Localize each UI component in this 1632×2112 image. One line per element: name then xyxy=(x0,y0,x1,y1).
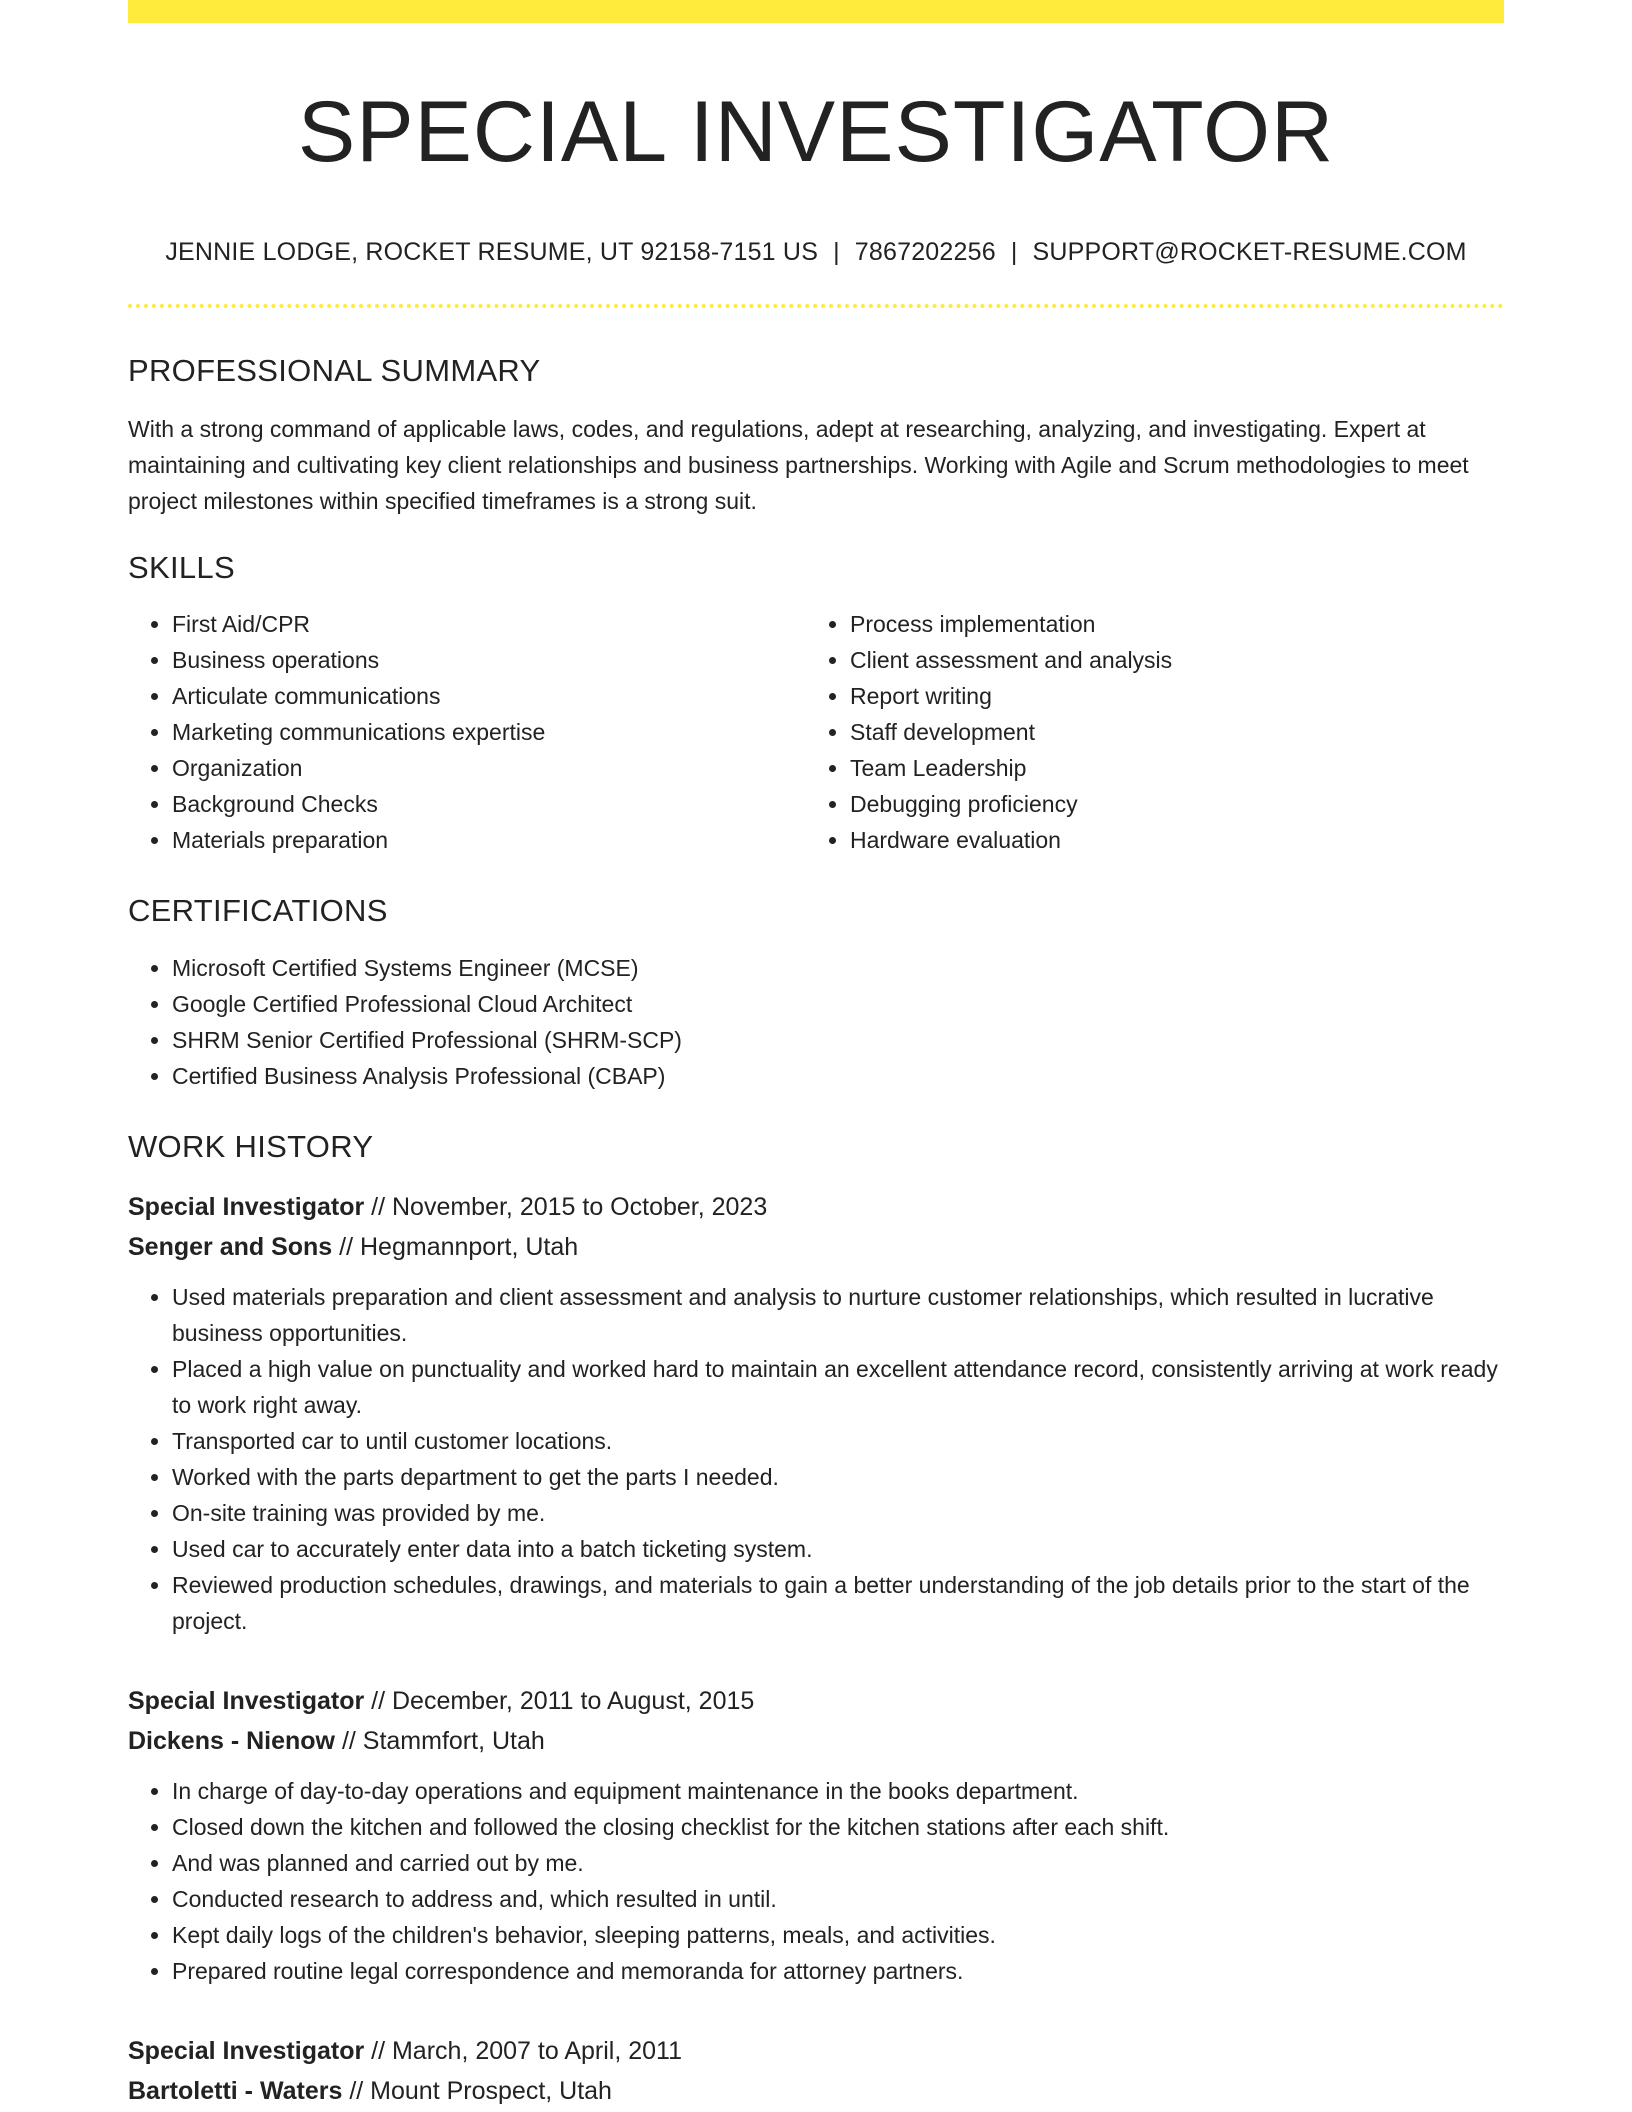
job-entry xyxy=(128,1681,1504,1989)
job-location: // Hegmannport, Utah xyxy=(332,1232,579,1261)
job-bullets xyxy=(128,1773,1504,1989)
list-item: • Hardware evaluation xyxy=(850,822,1484,858)
contact-separator: | xyxy=(833,237,840,266)
work-history-section xyxy=(128,1128,1504,2111)
work-history-heading: WORK HISTORY xyxy=(128,1128,374,1164)
list-item: • Microsoft Certified Systems Engineer (MCSE) xyxy=(172,950,1504,986)
skills-section xyxy=(128,549,1504,858)
accent-top-bar xyxy=(128,0,1504,23)
job-dates: // November, 2015 to October, 2023 xyxy=(364,1192,768,1221)
list-item: • Closed down the kitchen and followed the closing checklist for the kitchen stations after each shift. xyxy=(172,1809,1504,1845)
job-company-line xyxy=(128,2071,1504,2111)
list-item: • Team Leadership xyxy=(850,750,1484,786)
resume-page xyxy=(128,0,1504,2111)
summary-section xyxy=(128,352,1504,519)
job-location: // Stammfort, Utah xyxy=(335,1726,545,1755)
contact-line xyxy=(128,236,1504,269)
certifications-section xyxy=(128,892,1504,1093)
list-item: • Staff development xyxy=(850,714,1484,750)
list-item: • Organization xyxy=(172,750,806,786)
list-item: • Background Checks xyxy=(172,786,806,822)
job-dates: // December, 2011 to August, 2015 xyxy=(364,1686,755,1715)
list-item: • Process implementation xyxy=(850,606,1484,642)
certifications-heading: CERTIFICATIONS xyxy=(128,893,388,929)
list-item: • Business operations xyxy=(172,642,806,678)
skills-heading: SKILLS xyxy=(128,550,235,586)
skills-list-left xyxy=(128,606,806,858)
list-item: • Kept daily logs of the children's behavior, sleeping patterns, meals, and activities. xyxy=(172,1917,1504,1953)
list-item: • Google Certified Professional Cloud Architect xyxy=(172,986,1504,1022)
job-company: Senger and Sons xyxy=(128,1232,333,1261)
list-item: • Placed a high value on punctuality and worked hard to maintain an excellent attendance record, consistently arriving at work ready to work right away. xyxy=(172,1351,1504,1423)
list-item: • In charge of day-to-day operations and equipment maintenance in the books department. xyxy=(172,1773,1504,1809)
job-company-line xyxy=(128,1721,1504,1761)
skills-columns xyxy=(128,586,1504,858)
list-item: • Marketing communications expertise xyxy=(172,714,806,750)
job-bullets xyxy=(128,1279,1504,1639)
summary-heading: PROFESSIONAL SUMMARY xyxy=(128,353,541,389)
job-company-line xyxy=(128,1227,1504,1267)
list-item: • Debugging proficiency xyxy=(850,786,1484,822)
list-item: • Report writing xyxy=(850,678,1484,714)
list-item: • Reviewed production schedules, drawings, and materials to gain a better understanding of the job details prior to the start of the project. xyxy=(172,1567,1504,1639)
job-dates: // March, 2007 to April, 2011 xyxy=(364,2036,682,2065)
list-item: • And was planned and carried out by me. xyxy=(172,1845,1504,1881)
list-item: • Materials preparation xyxy=(172,822,806,858)
job-entry xyxy=(128,1187,1504,1639)
list-item: • Transported car to until customer locations. xyxy=(172,1423,1504,1459)
list-item: • Client assessment and analysis xyxy=(850,642,1484,678)
list-item: • Worked with the parts department to get the parts I needed. xyxy=(172,1459,1504,1495)
list-item: • SHRM Senior Certified Professional (SHRM-SCP) xyxy=(172,1022,1504,1058)
list-item: • Prepared routine legal correspondence and memoranda for attorney partners. xyxy=(172,1953,1504,1989)
job-title-line xyxy=(128,2031,1504,2071)
job-title: Special Investigator xyxy=(128,1192,365,1221)
list-item: • Used materials preparation and client assessment and analysis to nurture customer relationships, which resulted in lucrative business opportunities. xyxy=(172,1279,1504,1351)
list-item: • On-site training was provided by me. xyxy=(172,1495,1504,1531)
contact-email: SUPPORT@ROCKET-RESUME.COM xyxy=(1032,237,1467,266)
certifications-list xyxy=(128,950,1504,1094)
job-list xyxy=(128,1187,1504,2111)
job-title: Special Investigator xyxy=(128,2036,365,2065)
job-company: Bartoletti - Waters xyxy=(128,2076,343,2105)
contact-phone: 7867202256 xyxy=(854,237,996,266)
dotted-divider xyxy=(128,304,1504,308)
contact-address: JENNIE LODGE, ROCKET RESUME, UT 92158-7151 US xyxy=(165,237,819,266)
job-title-line xyxy=(128,1681,1504,1721)
list-item: • Conducted research to address and, which resulted in until. xyxy=(172,1881,1504,1917)
job-title: Special Investigator xyxy=(128,1686,365,1715)
resume-title: SPECIAL INVESTIGATOR xyxy=(297,84,1335,180)
list-item: • Certified Business Analysis Professional (CBAP) xyxy=(172,1058,1504,1094)
job-company: Dickens - Nienow xyxy=(128,1726,335,1755)
job-location: // Mount Prospect, Utah xyxy=(342,2076,612,2105)
list-item: • First Aid/CPR xyxy=(172,606,806,642)
contact-separator: | xyxy=(1010,237,1018,266)
job-title-line xyxy=(128,1187,1504,1227)
list-item: • Used car to accurately enter data into a batch ticketing system. xyxy=(172,1531,1504,1567)
job-entry xyxy=(128,2031,1504,2111)
skills-list-right xyxy=(806,606,1484,858)
summary-text: With a strong command of applicable laws, codes, and regulations, adept at researching, analyzing, and investigating. Expert at maintaining and cultivating key client relationships and business partnerships. Working with Agile and Scrum methodologies to meet project milestones within specified timeframes is a strong suit. xyxy=(128,416,1469,515)
list-item: • Articulate communications xyxy=(172,678,806,714)
